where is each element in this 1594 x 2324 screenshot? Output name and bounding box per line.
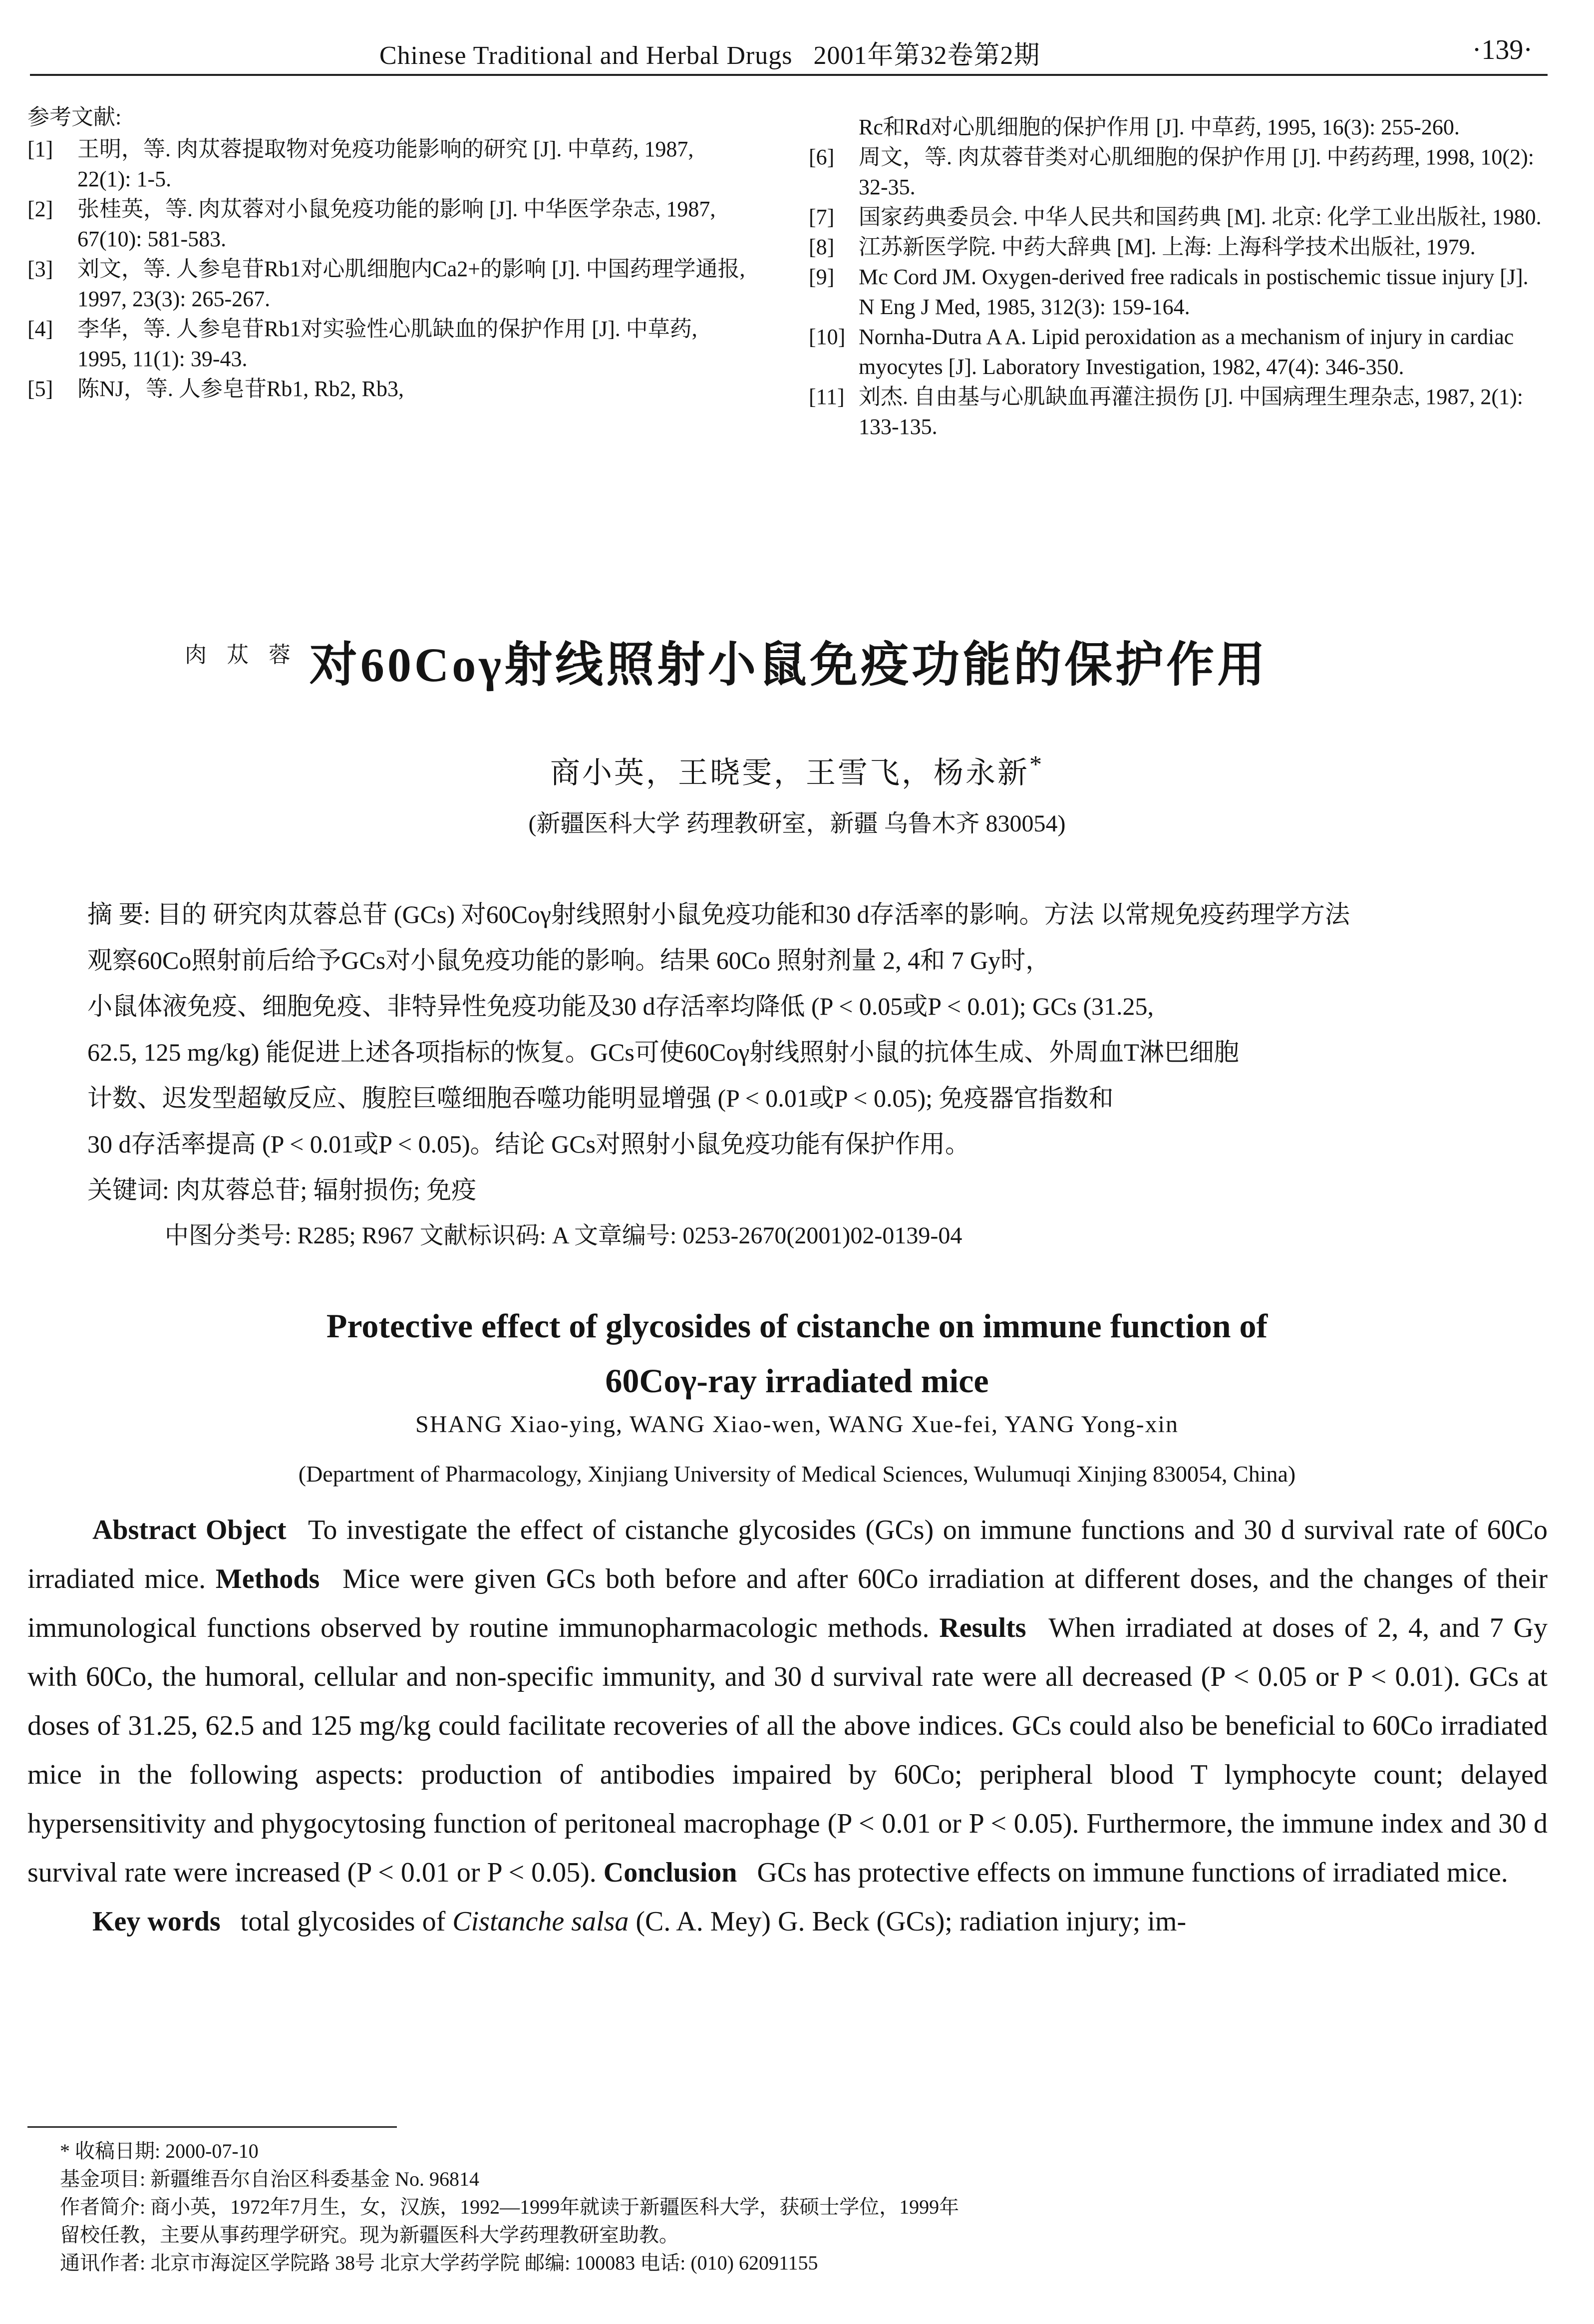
abstract-cn-line: 观察60Co照射前后给予GCs对小鼠免疫功能的影响。结果 60Co 照射剂量 2, 4和 7 Gy时， [87,946,1051,974]
author-mark: * [1029,750,1044,778]
abstract-object: To investigate the effect of cistanche glycosides (GCs) on immune functions and 30 d survival rate of 60Co irradiated mice. [27,1515,1548,1594]
footnote-contact: 通讯作者: 北京市海淀区学院路 38号 北京大学药学院 邮编: 100083 电话: (010) 62091155 [60,2252,818,2274]
abstract-cn-line: 计数、迟发型超敏反应、腹腔巨噬细胞吞噬功能明显增强 (P < 0.01或P < 0.05); 免疫器官指数和 [87,1084,1114,1112]
reference-item [809,262,1548,322]
reference-number: [8] [809,235,835,259]
reference-item [27,134,746,194]
reference-item [809,232,1548,262]
reference-number: [9] [809,265,835,289]
abstract-en [27,1506,1548,1946]
title-line-1: Protective effect of glycosides of cistanche on immune function of [326,1307,1268,1345]
article-title-en [0,1298,1594,1408]
authors-cn [0,749,1594,792]
reference-text: 王明，等. 肉苁蓉提取物对免疫功能影响的研究 [J]. 中草药, 1987, 22(1): 1-5. [77,137,694,191]
keywords-cn: 关键词: 肉苁蓉总苷; 辐射损伤; 免疫 [87,1176,477,1204]
abstract-conclusion: GCs has protective effects on immune functions of irradiated mice. [757,1857,1508,1888]
reference-text: 刘文，等. 人参皂苷Rb1对心肌细胞内Ca2+的影响 [J]. 中国药理学通报, 1997, 23(3): 265-267. [77,257,745,311]
abstract-label: Abstract Object [92,1515,287,1546]
title-lead: 肉苁蓉 [185,643,311,667]
conclusion-label: Conclusion [603,1857,737,1888]
authors-text: 商小英，王晓雯，王雪飞，杨永新 [550,757,1029,789]
reference-text: Nornha-Dutra A A. Lipid peroxidation as a mechanism of injury in cardiac myocytes [J]. Laboratory Investigation, 1982, 47(4): 346-350. [859,325,1514,379]
issue-label: 2001年第32卷第2期 [813,41,1040,70]
keywords-label: Key words [92,1906,221,1937]
reference-text: 国家药典委员会. 中华人民共和国药典 [M]. 北京: 化学工业出版社, 1980. [859,205,1542,229]
footnote-rule [27,2126,397,2128]
running-header [30,30,1548,75]
reference-number: [1] [27,137,53,161]
title-line-2: 60Coγ-ray irradiated mice [605,1362,989,1400]
article-title-cn [185,627,1388,695]
keywords-paragraph [27,1897,1548,1946]
footnote-funding: 基金项目: 新疆维吾尔自治区科委基金 No. 96814 [60,2168,479,2190]
references-left [27,102,746,404]
reference-number: [10] [809,325,846,349]
reference-number: [3] [27,257,53,281]
reference-text: 周文，等. 肉苁蓉苷类对心肌细胞的保护作用 [J]. 中药药理, 1998, 10(2): 32-35. [859,145,1534,199]
reference-item [27,194,746,254]
classification-line: 中图分类号: R285; R967 文献标识码: A 文章编号: 0253-2670(2001)02-0139-04 [165,1222,962,1249]
journal-line [379,34,1040,71]
reference-text: 江苏新医学院. 中药大辞典 [M]. 上海: 上海科学技术出版社, 1979. [859,235,1476,259]
methods-label: Methods [215,1563,320,1594]
reference-number: [5] [27,377,53,401]
footnote-author-bio: 作者简介: 商小英，1972年7月生，女，汉族，1992—1999年就读于新疆医科大学，获硕士学位，1999年 [60,2196,959,2218]
reference-item [27,374,746,404]
reference-number: [4] [27,317,53,341]
abstract-methods: Mice were given GCs both before and after 60Co irradiation at different doses, and the changes of their immunological functions observed by routine immunopharmacologic methods. [27,1563,1548,1643]
abstract-cn [87,891,1480,1213]
abstract-cn-line: 小鼠体液免疫、细胞免疫、非特异性免疫功能及30 d存活率均降低 (P < 0.05或P < 0.01); GCs (31.25, [87,992,1154,1020]
reference-item [809,142,1548,202]
reference-text: 刘杰. 自由基与心肌缺血再灌注损伤 [J]. 中国病理生理杂志, 1987, 2(1): 133-135. [859,385,1523,439]
reference-text: Mc Cord JM. Oxygen-derived free radicals in postischemic tissue injury [J]. N Eng J Med, 1985, 312(3): 159-164. [859,265,1529,319]
affiliation-en: (Department of Pharmacology, Xinjiang University of Medical Sciences, Wulumuqi Xinjing 830054, China) [298,1461,1296,1487]
abstract-cn-line: 摘 要: 目的 研究肉苁蓉总苷 (GCs) 对60Coγ射线照射小鼠免疫功能和30 d存活率的影响。方法 以常规免疫药理学方法 [87,900,1350,928]
journal-name: Chinese Traditional and Herbal Drugs [379,41,793,70]
reference-item [809,322,1548,382]
reference-number: [6] [809,145,835,169]
abstract-cn-line: 30 d存活率提高 (P < 0.01或P < 0.05)。结论 GCs对照射小鼠免疫功能有保护作用。 [87,1130,970,1158]
footnotes [60,2137,1458,2277]
footnote-author-bio-cont: 留校任教，主要从事药理学研究。现为新疆医科大学药理教研室助教。 [60,2224,679,2246]
reference-text: 张桂英，等. 肉苁蓉对小鼠免疫功能的影响 [J]. 中华医学杂志, 1987, 67(10): 581-583. [77,197,716,251]
results-label: Results [939,1612,1026,1643]
reference-number: [2] [27,197,53,221]
keywords-pre: total glycosides of [240,1906,446,1937]
reference-text: Rc和Rd对心肌细胞的保护作用 [J]. 中草药, 1995, 16(3): 255-260. [859,115,1460,139]
references-right [809,112,1548,442]
reference-text: 李华，等. 人参皂苷Rb1对实验性心肌缺血的保护作用 [J]. 中草药, 1995, 11(1): 39-43. [77,317,697,371]
reference-number: [11] [809,385,845,409]
affiliation-cn: (新疆医科大学 药理教研室，新疆 乌鲁木齐 830054) [528,810,1066,837]
reference-item [809,202,1548,232]
header-rule [30,74,1548,76]
reference-item [27,314,746,374]
references-heading: 参考文献: [27,105,122,129]
reference-text: 陈NJ，等. 人参皂苷Rb1, Rb2, Rb3, [77,377,404,401]
reference-item [809,382,1548,442]
abstract-results: When irradiated at doses of 2, 4, and 7 Gy with 60Co, the humoral, cellular and non-specific immunity, and 30 d survival rate were all decreased (P < 0.05 or P < 0.01). GCs at doses of 31.25, 62.5 and 125 mg/kg could facilitate recoveries of all the above indices. GCs could also be beneficial to 60Co irradiated mice in the following aspects: production of antibodies impaired by 60Co; peripheral blood T lymphocyte count; delayed hypersensitivity and phygocytosing function of peritoneal macrophage (P < 0.01 or P < 0.05). Furthermore, the immune index and 30 d survival rate were increased (P < 0.01 or P < 0.05). [27,1612,1548,1888]
authors-en: SHANG Xiao-ying, WANG Xiao-wen, WANG Xue-fei, YANG Yong-xin [415,1411,1179,1438]
reference-item [27,254,746,314]
reference-item [809,112,1548,142]
footnote-received: * 收稿日期: 2000-07-10 [60,2140,259,2162]
abstract-paragraph [27,1506,1548,1897]
reference-number: [7] [809,205,835,229]
keywords-post: (C. A. Mey) G. Beck (GCs); radiation injury; im- [636,1906,1187,1937]
keywords-species: Cistanche salsa [452,1906,629,1937]
reference-number [809,112,859,142]
title-text: 对60Coγ射线照射小鼠免疫功能的保护作用 [309,638,1269,692]
page-number: ·139· [1472,34,1533,65]
abstract-cn-line: 62.5, 125 mg/kg) 能促进上述各项指标的恢复。GCs可使60Coγ射线照射小鼠的抗体生成、外周血T淋巴细胞 [87,1038,1239,1066]
